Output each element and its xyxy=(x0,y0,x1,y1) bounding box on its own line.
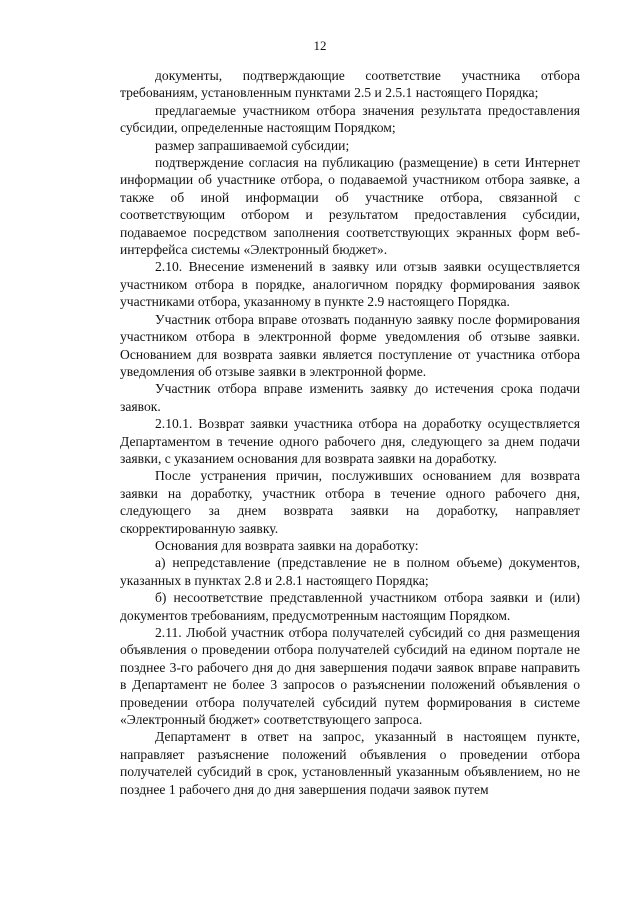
paragraph-documents-confirming: документы, подтверждающие соответствие участника отбора требованиям, установленным пунктами 2.5 и 2.5.1 настоящего Порядка; xyxy=(120,68,580,101)
paragraph-withdraw-application: Участник отбора вправе отозвать поданную заявку после формирования участником отбора в электронной форме уведомления об отзыве заявки. Основанием для возврата заявки является поступление от участника отбора уведомления об отзыве заявки в электронной форме. xyxy=(120,311,580,379)
paragraph-change-application: Участник отбора вправе изменить заявку до истечения срока подачи заявок. xyxy=(120,381,580,414)
paragraph-return-grounds-heading: Основания для возврата заявки на доработку: xyxy=(155,537,419,553)
paragraph-department-response: Департамент в ответ на запрос, указанный в настоящем пункте, направляет разъяснение положений объявления о проведении отбора получателей субсидий в срок, установленный указанным объявлением, но не позднее 1 рабочего дня до дня завершения подачи заявок путем xyxy=(120,729,580,797)
paragraph-ground-b: б) несоответствие представленной участником отбора заявки и (или) документов требованиям, предусмотренным настоящим Порядком. xyxy=(120,590,580,623)
paragraph-subsidy-amount: размер запрашиваемой субсидии; xyxy=(155,137,350,153)
paragraph-ground-a: а) непредставление (представление не в полном объеме) документов, указанных в пунктах 2.8 и 2.8.1 настоящего Порядка; xyxy=(120,555,580,588)
paragraph-after-correction: После устранения причин, послуживших основанием для возврата заявки на доработку, участник отбора в течение одного рабочего дня, следующего за днем возврата заявки на доработку, направляет скорректированную заявку. xyxy=(120,468,580,536)
paragraph-2-11: 2.11. Любой участник отбора получателей субсидий со дня размещения объявления о проведении отбора получателей субсидий на едином портале не позднее 3-го рабочего дня до дня завершения подачи заявок вправе направить в Департамент не более 3 запросов о разъяснении положений объявления о проведении отбора получателей субсидий путем формирования в системе «Электронный бюджет» соответствующего запроса. xyxy=(120,625,580,728)
paragraph-2-10: 2.10. Внесение изменений в заявку или отзыв заявки осуществляется участником отбора в порядке, аналогичном порядку формирования заявок участниками отбора, указанному в пункте 2.9 настоящего Порядка. xyxy=(120,259,580,310)
document-body xyxy=(120,67,580,798)
paragraph-2-10-1: 2.10.1. Возврат заявки участника отбора на доработку осуществляется Департаментом в течение одного рабочего дня, следующего за днем подачи заявки, с указанием основания для возврата заявки на доработку. xyxy=(120,416,580,466)
paragraph-proposed-result-values: предлагаемые участником отбора значения результата предоставления субсидии, определенные настоящим Порядком; xyxy=(120,102,580,136)
page-number: 12 xyxy=(313,38,327,53)
paragraph-publication-consent: подтверждение согласия на публикацию (размещение) в сети Интернет информации об участнике отбора, о подаваемой участником отбора заявке, а также об иной информации об участнике отбора, связанной с соответствующим отбором и результатом предоставления субсидии, подаваемое посредством заполнения соответствующих экранных форм веб-интерфейса системы «Электронный бюджет». xyxy=(120,155,580,258)
